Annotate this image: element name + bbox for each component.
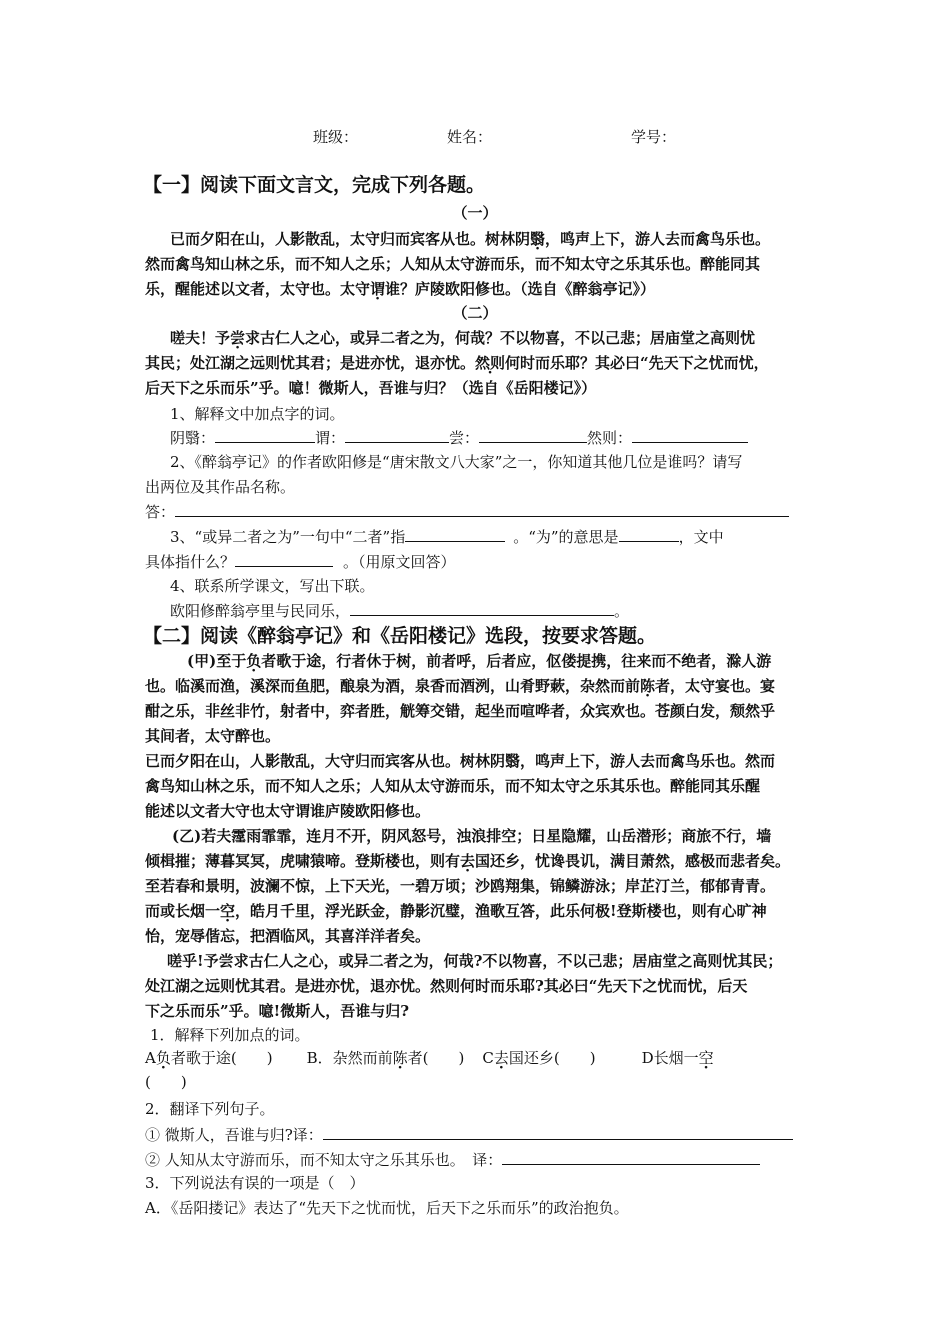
- question-3-line: [170, 526, 724, 548]
- answer-blank[interactable]: [619, 527, 679, 542]
- question-1: 1、解释文中加点字的词。: [170, 405, 345, 423]
- item-label: 然则：: [587, 429, 633, 447]
- passage-jia-line: 已而夕阳在山，人影散乱，大守归而宾客从也。树林阴翳，鸣声上下，游人去而禽鸟乐也。然而: [145, 752, 776, 770]
- passage-yi-line: 处江湖之远则忧其君。是进亦忧，退亦忧。然则何时而乐耶?其必曰“先天下之忧而忧，后天: [145, 977, 748, 995]
- passage-yi-line: 至若春和景明，波澜不惊，上下天光，一碧万顷；沙鸥翔集，锦鳞游泳；岸芷汀兰，郁郁青青。: [145, 877, 776, 895]
- answer-blank[interactable]: [502, 1150, 760, 1165]
- translate-1-text: ① 微斯人，吾谁与归?译：: [145, 1126, 323, 1144]
- passage-2-line: 嗟夫！予尝求古仁人之心，或异二者之为，何哉？不以物喜，不以己悲；居庙堂之高则忧: [170, 329, 756, 347]
- passage-yi-line: 下之乐而乐”乎。噫!微斯人，吾谁与归?: [145, 1002, 410, 1020]
- q3-text: 。“为”的意思是: [513, 528, 619, 546]
- class-label: 班级：: [313, 128, 359, 146]
- option-c[interactable]: C去国还乡( ): [482, 1049, 596, 1067]
- answer-blank[interactable]: [323, 1125, 793, 1140]
- item-label: 尝：: [449, 429, 480, 447]
- section-2-title: 【二】阅读《醉翁亭记》和《岳阳楼记》选段，按要求答题。: [143, 625, 657, 647]
- passage-yi-line: 怡，宠辱偕忘，把酒临风，其喜洋洋者矣。: [145, 927, 431, 945]
- p2-question-3: 3．下列说法有误的一项是（ ）: [145, 1174, 365, 1192]
- answer-label: 答：: [145, 503, 176, 521]
- question-4: 4、联系所学课文，写出下联。: [170, 577, 375, 595]
- passage-2-line: 其民；处江湖之远则忧其君；是进亦忧，退亦忧。然则何时而乐耶？其必曰“先天下之忧而忧，: [145, 354, 769, 372]
- item-label: 谓：: [315, 429, 346, 447]
- q3-text: ，文中: [678, 528, 724, 546]
- answer-blank[interactable]: [175, 502, 789, 517]
- section-1-title: 【一】阅读下面文言文，完成下列各题。: [143, 174, 486, 196]
- passage-1-line: 然而禽鸟知山林之乐，而不知人之乐；人知从太守游而乐，而不知太守之乐其乐也。醉能同其: [145, 255, 761, 273]
- question-1-blanks: [170, 427, 748, 449]
- p2-question-1: 1．解释下列加点的词。: [150, 1026, 310, 1044]
- p2-question-2: 2．翻译下列句子。: [145, 1100, 275, 1118]
- p2-question-1-options: [145, 1047, 714, 1069]
- student-id-label: 学号：: [631, 128, 677, 146]
- passage-1-line: 乐，醒能述以文者，太守也。太守谓谁？庐陵欧阳修也。（选自《醉翁亭记》）: [145, 280, 656, 298]
- passage-jia-line: 酣之乐，非丝非竹，射者中，弈者胜，觥筹交错，起坐而喧哗者，众宾欢也。苍颜白发，颓然乎: [145, 702, 776, 720]
- option-d-blank: ( ): [145, 1073, 187, 1091]
- answer-blank[interactable]: [479, 428, 587, 443]
- answer-blank[interactable]: [215, 428, 315, 443]
- passage-yi-line: 嗟乎!予尝求古仁人之心，或异二者之为，何哉?不以物喜，不以己悲；居庙堂之高则忧其民；: [167, 952, 783, 970]
- passage-yi-line: (乙)若夫霪雨霏霏，连月不开，阴风怒号，浊浪排空；日星隐耀，山岳潜形；商旅不行，墙: [172, 827, 772, 845]
- answer-blank[interactable]: [632, 428, 748, 443]
- translate-1-row: [145, 1124, 793, 1146]
- answer-blank[interactable]: [345, 428, 449, 443]
- question-2-line: 出两位及其作品名称。: [145, 478, 296, 496]
- question-2-line: 2、《醉翁亭记》的作者欧阳修是“唐宋散文八大家”之一，你知道其他几位是谁吗？请写: [170, 453, 743, 471]
- passage-jia-line: 其间者，太守醉也。: [145, 727, 281, 745]
- passage-yi-line: 而或长烟一空，皓月千里，浮光跃金，静影沉璧，渔歌互答，此乐何极!登斯楼也，则有心旷神: [145, 902, 767, 920]
- answer-row: [145, 501, 789, 523]
- answer-blank[interactable]: [235, 552, 333, 567]
- passage-jia-line: 能述以文者大守也太守谓谁庐陵欧阳修也。: [145, 802, 431, 820]
- passage-jia-line: 禽鸟知山林之乐，而不知人之乐；人知从太守游而乐，而不知太守之乐其乐也。醉能同其乐醒: [145, 777, 761, 795]
- q3-text: 具体指什么？: [145, 553, 236, 571]
- name-label: 姓名：: [447, 128, 493, 146]
- passage-1-heading: （一）: [452, 204, 498, 222]
- passage-2-line: 后天下之乐而乐”乎。噫！微斯人，吾谁与归？（选自《岳阳楼记》）: [145, 379, 597, 397]
- translate-2-row: [145, 1149, 760, 1171]
- q3-text: 。（用原文回答）: [343, 553, 456, 571]
- passage-yi-line: 倾楫摧；薄暮冥冥，虎啸猿啼。登斯楼也，则有去国还乡，忧谗畏讥，满目萧然，感极而悲者矣。: [145, 852, 791, 870]
- option-b[interactable]: B．杂然而前陈者( ): [306, 1049, 465, 1067]
- answer-blank[interactable]: [350, 601, 614, 616]
- passage-2-heading: （二）: [452, 304, 498, 322]
- period: 。: [614, 602, 630, 620]
- q3-text: 3、“或异二者之为”一句中“二者”指: [170, 528, 406, 546]
- item-label: 阴翳：: [170, 429, 216, 447]
- translate-2-text: ② 人知从太守游而乐，而不知太守之乐其乐也。 译：: [145, 1151, 503, 1169]
- option-d[interactable]: D长烟一空: [641, 1049, 714, 1067]
- question-3-line: [145, 551, 456, 573]
- passage-jia-line: 也。临溪而渔，溪深而鱼肥，酿泉为酒，泉香而酒洌，山肴野蔌，杂然而前陈者，太守宴也。宴: [145, 677, 776, 695]
- answer-blank[interactable]: [405, 527, 505, 542]
- passage-jia-line: (甲)至于负者歌于途，行者休于树，前者呼，后者应，伛偻提携，往来而不绝者，滁人游: [187, 652, 772, 670]
- passage-1-line: 已而夕阳在山，人影散乱，太守归而宾客从也。树林阴翳，鸣声上下，游人去而禽鸟乐也。: [170, 230, 771, 248]
- option-a[interactable]: A负者歌于途( ): [145, 1049, 273, 1067]
- p2-question-3-option-a: A．《岳阳搂记》表达了“先天下之忧而忧，后天下之乐而乐”的政治抱负。: [145, 1199, 629, 1217]
- couplet-first-line: 欧阳修醉翁亭里与民同乐，: [170, 602, 351, 620]
- question-4-answer-row: [170, 600, 629, 622]
